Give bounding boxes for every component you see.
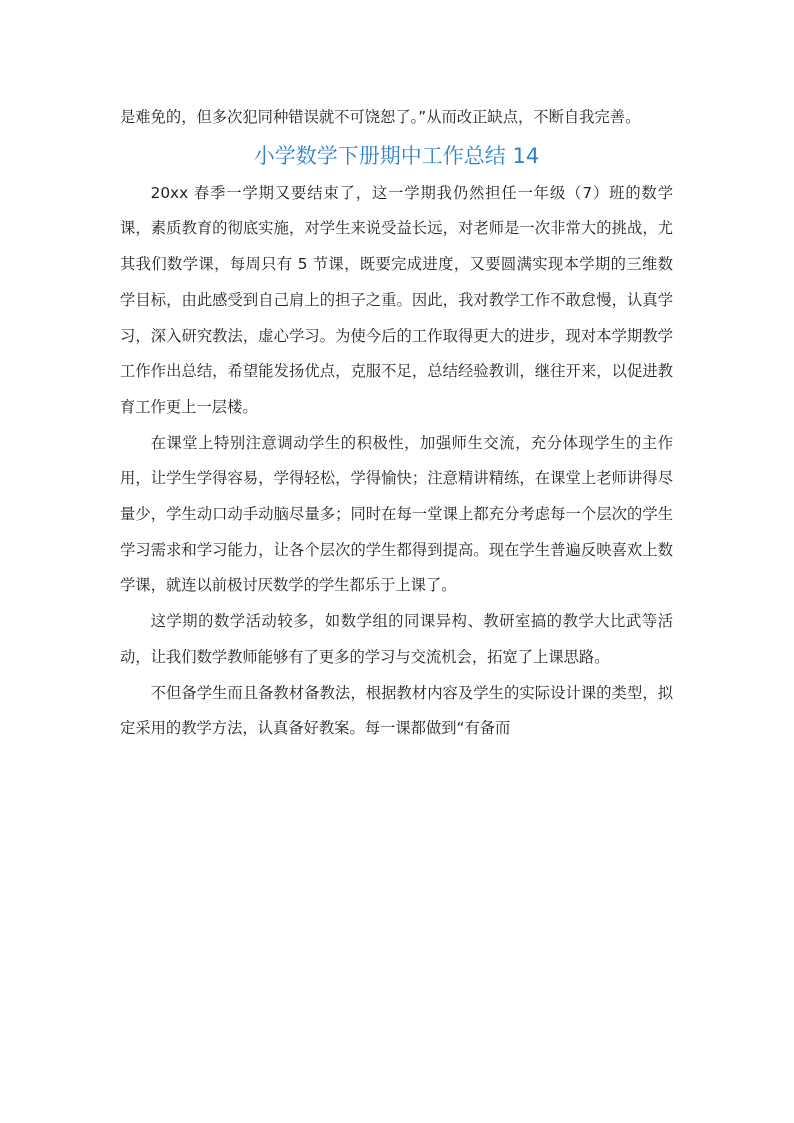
document-body [120,100,673,747]
body-paragraph-3: 这学期的数学活动较多，如数学组的同课异构、教研室搞的教学大比武等活动，让我们数学教师能够有了更多的学习与交流机会，拓宽了上课思路。 [120,612,673,666]
body-paragraph-4: 不但备学生而且备教材备教法，根据教材内容及学生的实际设计课的类型，拟定采用的教学方法，认真备好教案。每一课都做到“有备而 [120,683,673,738]
body-paragraph-1: 20xx 春季一学期又要结束了，这一学期我仍然担任一年级（7）班的数学课，素质教育的彻底实施，对学生来说受益长远，对老师是一次非常大的挑战，尤其我们数学课，每周只有 5 节课，既要完成进度，又要圆满实现本学期的三维数学目标，由此感受到自己肩上的担子之重。因此，我对教学工作不敢怠慢，认真学习，深入研究教法，虚心学习。为使今后的工作取得更大的进步，现对本学期教学工作作出总结，希望能发扬优点，克服不足，总结经验教训，继往开来，以促进教育工作更上一层楼。 [120,183,673,416]
body-paragraph-2: 在课堂上特别注意调动学生的积极性，加强师生交流，充分体现学生的主作用，让学生学得容易，学得轻松，学得愉快；注意精讲精练，在课堂上老师讲得尽量少，学生动口动手动脑尽量多；同时在每一堂课上都充分考虑每一个层次的学生学习需求和学习能力，让各个层次的学生都得到提高。现在学生普遍反映喜欢上数学课，就连以前极讨厌数学的学生都乐于上课了。 [120,433,673,595]
continuation-paragraph: 是难免的，但多次犯同种错误就不可饶恕了。”从而改正缺点，不断自我完善。 [120,108,641,126]
section-title: 小学数学下册期中工作总结 14 [253,143,540,168]
